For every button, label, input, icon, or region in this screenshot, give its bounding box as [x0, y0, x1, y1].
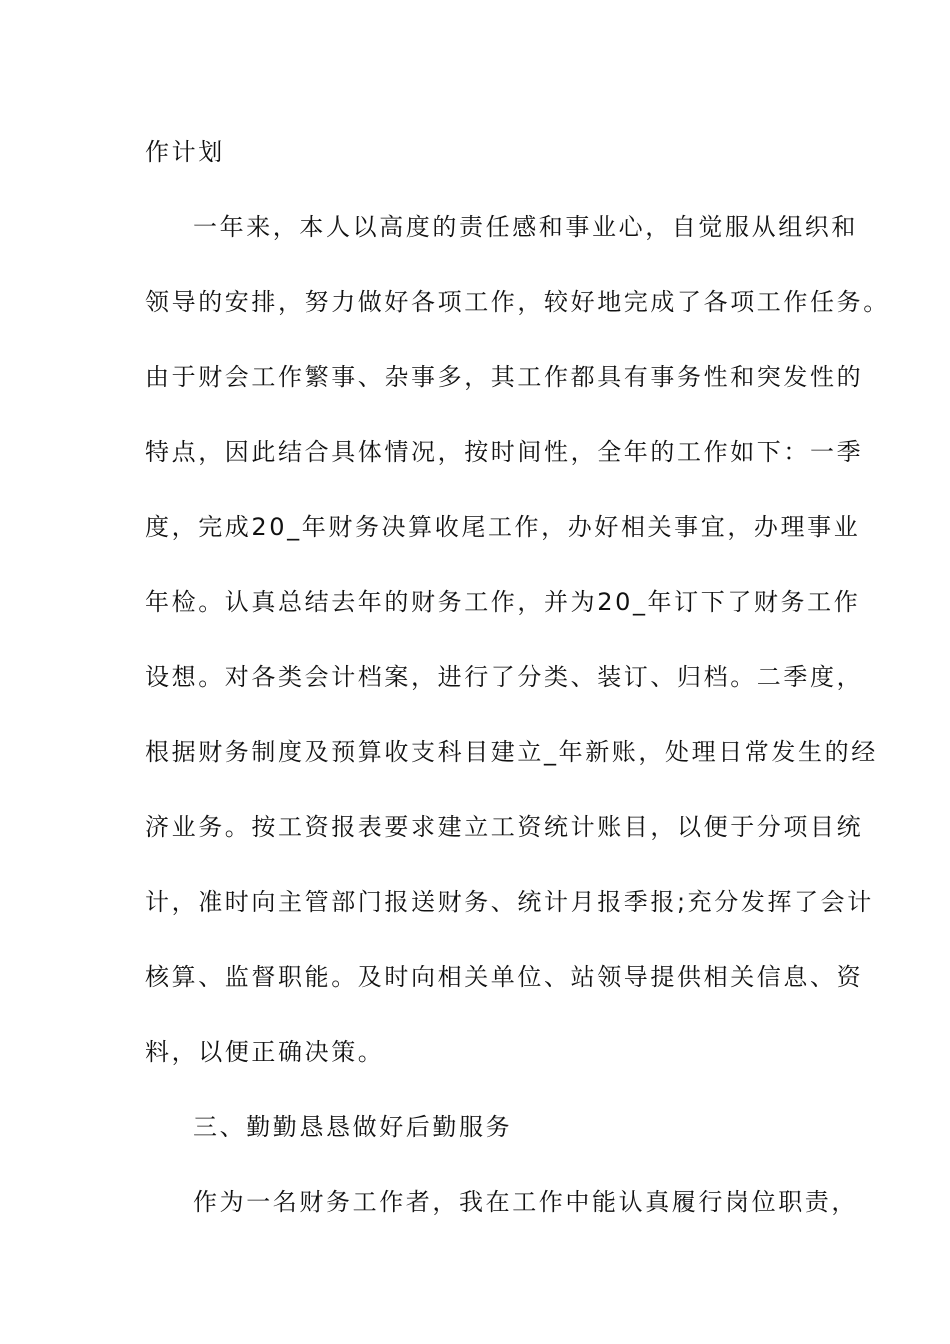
paragraph-start-line: 一年来，本人以高度的责任感和事业心，自觉服从组织和 [193, 213, 858, 241]
text-line: 作计划 [145, 138, 225, 166]
text-line: 济业务。按工资报表要求建立工资统计账目，以便于分项目统 [145, 813, 864, 841]
text-line: 核算、监督职能。及时向相关单位、站领导提供相关信息、资 [145, 963, 864, 991]
text-line: 领导的安排，努力做好各项工作，较好地完成了各项工作任务。 [145, 288, 890, 316]
text-line: 特点，因此结合具体情况，按时间性，全年的工作如下：一季 [145, 438, 864, 466]
section-heading: 三、勤勤恳恳做好后勤服务 [193, 1113, 513, 1141]
text-line: 由于财会工作繁事、杂事多，其工作都具有事务性和突发性的 [145, 363, 864, 391]
text-line: 计，准时向主管部门报送财务、统计月报季报;充分发挥了会计 [145, 888, 874, 916]
paragraph-start-line: 作为一名财务工作者，我在工作中能认真履行岗位职责， [193, 1188, 858, 1216]
text-line: 设想。对各类会计档案，进行了分类、装订、归档。二季度， [145, 663, 864, 691]
text-line: 度，完成20_年财务决算收尾工作，办好相关事宜，办理事业 [145, 513, 861, 541]
text-line: 料，以便正确决策。 [145, 1038, 385, 1066]
text-line: 年检。认真总结去年的财务工作，并为20_年订下了财务工作 [145, 588, 861, 616]
text-line: 根据财务制度及预算收支科目建立_年新账，处理日常发生的经 [145, 738, 878, 766]
